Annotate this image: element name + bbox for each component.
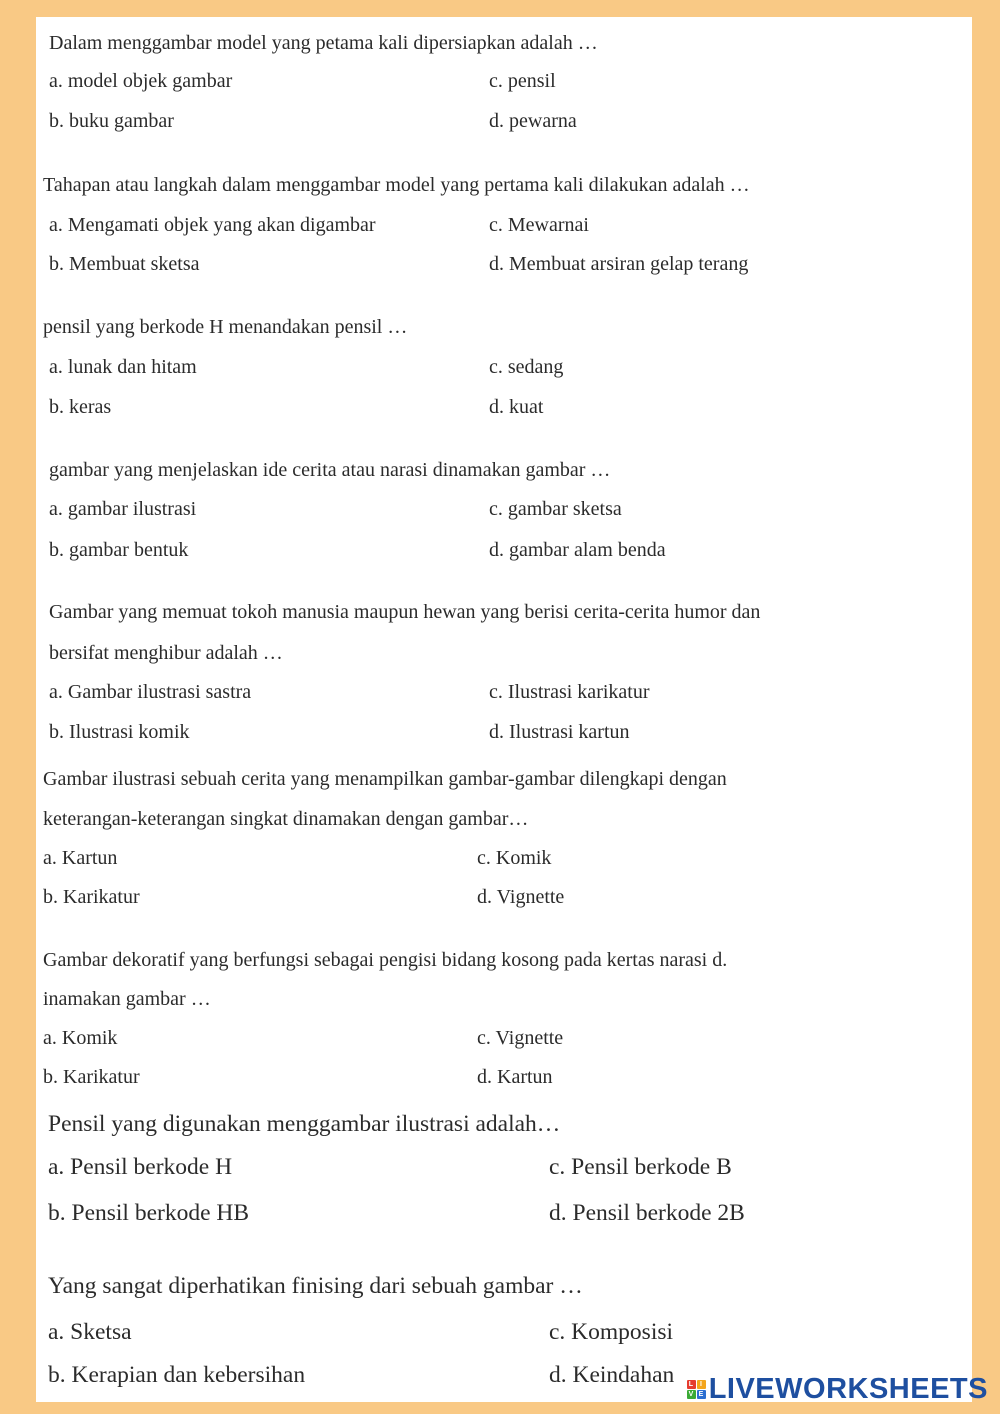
option-d[interactable]: d. pewarna [489, 110, 577, 132]
question-text-line-2: keterangan-keterangan singkat dinamakan dengan gambar… [43, 808, 529, 830]
option-b[interactable]: b. Kerapian dan kebersihan [48, 1362, 306, 1388]
option-c[interactable]: c. Komposisi [549, 1319, 674, 1345]
question-text-line-1: Gambar ilustrasi sebuah cerita yang menampilkan gambar-gambar dilengkapi dengan [43, 768, 727, 790]
liveworksheets-logo[interactable] [687, 1372, 988, 1406]
option-d[interactable]: d. Membuat arsiran gelap terang [489, 253, 749, 275]
question-text: Yang sangat diperhatikan finising dari sebuah gambar … [48, 1273, 583, 1299]
option-a[interactable]: a. Pensil berkode H [48, 1154, 233, 1180]
option-d[interactable]: d. Vignette [477, 886, 565, 908]
option-c[interactable]: c. Komik [477, 847, 552, 869]
option-a[interactable]: a. Kartun [43, 847, 118, 869]
option-d[interactable]: d. Keindahan [549, 1362, 675, 1388]
option-a[interactable]: a. Sketsa [48, 1319, 132, 1345]
option-c[interactable]: c. Pensil berkode B [549, 1154, 732, 1180]
option-d[interactable]: d. kuat [489, 396, 544, 418]
logo-text: LIVEWORKSHEETS [708, 1372, 988, 1405]
option-d[interactable]: d. Pensil berkode 2B [549, 1200, 745, 1226]
option-c[interactable]: c. pensil [489, 70, 556, 92]
option-a[interactable]: a. gambar ilustrasi [49, 498, 197, 520]
option-b[interactable]: b. keras [49, 396, 112, 418]
option-c[interactable]: c. Ilustrasi karikatur [489, 681, 650, 703]
liveworksheets-logo-icon [687, 1380, 706, 1399]
option-b[interactable]: b. Karikatur [43, 1066, 140, 1088]
option-b[interactable]: b. buku gambar [49, 110, 174, 132]
question-text: Tahapan atau langkah dalam menggambar model yang pertama kali dilakukan adalah … [43, 174, 750, 196]
option-b[interactable]: b. Karikatur [43, 886, 140, 908]
logo-mark-tile: L [687, 1380, 696, 1389]
option-a[interactable]: a. model objek gambar [49, 70, 233, 92]
option-c[interactable]: c. gambar sketsa [489, 498, 622, 520]
option-a[interactable]: a. Gambar ilustrasi sastra [49, 681, 252, 703]
question-text-line-2: inamakan gambar … [43, 988, 211, 1010]
option-a[interactable]: a. Mengamati objek yang akan digambar [49, 214, 376, 236]
option-b[interactable]: b. Pensil berkode HB [48, 1200, 250, 1226]
option-d[interactable]: d. gambar alam benda [489, 539, 666, 561]
question-text-line-1: Gambar dekoratif yang berfungsi sebagai pengisi bidang kosong pada kertas narasi d. [43, 949, 728, 971]
option-c[interactable]: c. Mewarnai [489, 214, 589, 236]
option-a[interactable]: a. Komik [43, 1027, 118, 1049]
question-text: pensil yang berkode H menandakan pensil … [43, 316, 408, 338]
logo-mark-tile: E [698, 1390, 704, 1398]
option-a[interactable]: a. lunak dan hitam [49, 356, 197, 378]
logo-mark-tile: V [688, 1390, 694, 1398]
option-d[interactable]: d. Kartun [477, 1066, 553, 1088]
question-text: Pensil yang digunakan menggambar ilustrasi adalah… [48, 1111, 561, 1137]
logo-mark-tile: I [697, 1380, 706, 1389]
option-b[interactable]: b. gambar bentuk [49, 539, 189, 561]
option-c[interactable]: c. sedang [489, 356, 564, 378]
question-text-line-1: Gambar yang memuat tokoh manusia maupun hewan yang berisi cerita-cerita humor dan [49, 601, 761, 623]
question-text-line-2: bersifat menghibur adalah … [49, 642, 283, 664]
option-b[interactable]: b. Ilustrasi komik [49, 721, 190, 743]
question-text: gambar yang menjelaskan ide cerita atau narasi dinamakan gambar … [49, 459, 611, 481]
option-c[interactable]: c. Vignette [477, 1027, 564, 1049]
option-d[interactable]: d. Ilustrasi kartun [489, 721, 630, 743]
option-b[interactable]: b. Membuat sketsa [49, 253, 200, 275]
question-text: Dalam menggambar model yang petama kali dipersiapkan adalah … [49, 32, 598, 54]
